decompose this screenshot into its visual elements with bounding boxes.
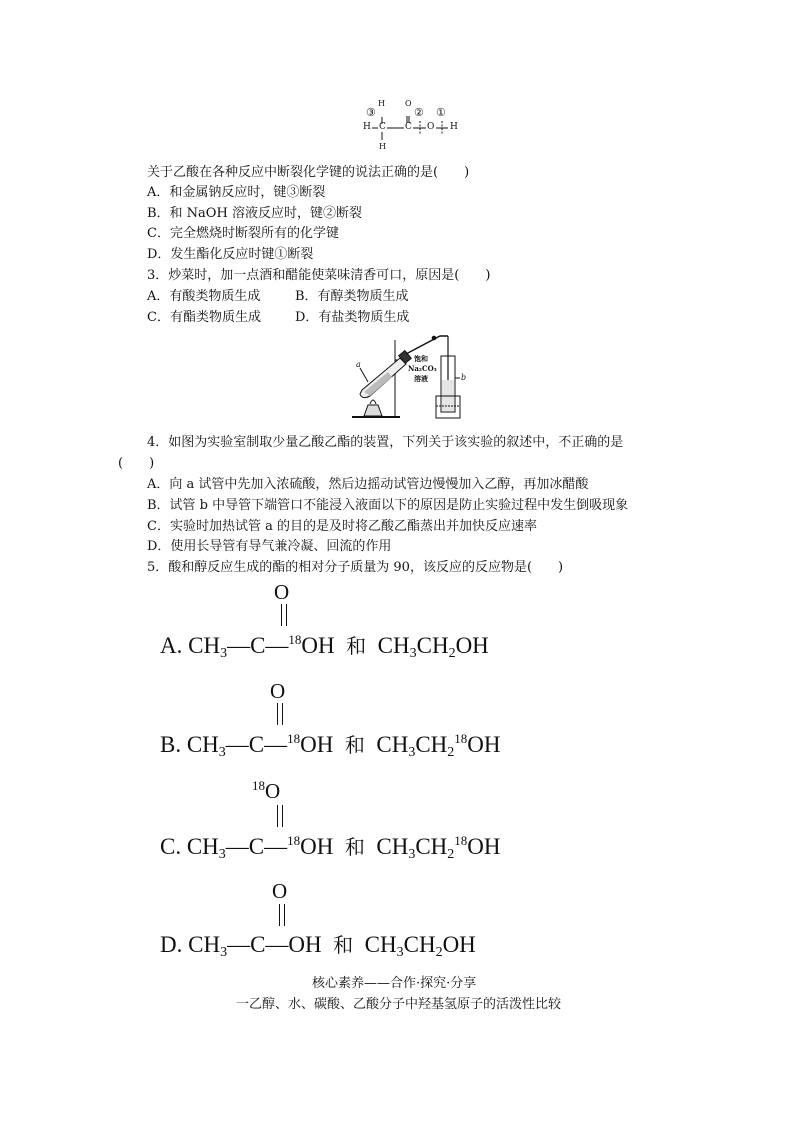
- question-2-option-b: B．和 NaOH 溶液反应时，键②断裂: [147, 206, 362, 221]
- atom-h-hydroxyl: H: [450, 122, 458, 132]
- question-3-option-c: C．有酯类物质生成: [147, 310, 261, 325]
- section-title: 核心素养——合作·探究·分享: [312, 976, 477, 991]
- atom-h-left: H: [363, 122, 371, 132]
- question-3-option-b: B．有醇类物质生成: [295, 289, 409, 304]
- question-4-stem-line1: 4．如图为实验室制取少量乙酸乙酯的装置，下列关于该实验的叙述中，不正确的是: [147, 435, 624, 450]
- question-3-option-a: A．有酸类物质生成: [147, 289, 261, 304]
- question-3-stem: 3．炒菜时，加一点酒和醋能使菜味清香可口，原因是( ): [147, 268, 491, 283]
- label-tube-a: a: [356, 360, 361, 369]
- section-subtitle: 一乙醇、水、碳酸、乙酸分子中羟基氢原子的活泼性比较: [236, 997, 562, 1012]
- carbonyl-oxygen: O: [274, 580, 290, 604]
- question-2-stem: 关于乙酸在各种反应中断裂化学键的说法正确的是( ): [147, 165, 470, 180]
- question-3-option-d: D．有盐类物质生成: [295, 310, 410, 325]
- question-4-option-a: A．向 a 试管中先加入浓硫酸，然后边摇动试管边慢慢加入乙醇，再加冰醋酸: [147, 477, 589, 492]
- double-bond: [281, 604, 287, 626]
- carbonyl-oxygen: O: [270, 679, 286, 703]
- bond-3-marker: ③: [366, 106, 376, 119]
- question-2-option-d: D．发生酯化反应时键①断裂: [147, 247, 314, 262]
- question-4-option-c: C．实验时加热试管 a 的目的是及时将乙酸乙酯蒸出并加快反应速率: [147, 519, 537, 534]
- question-4-option-d: D．使用长导管有导气兼冷凝、回流的作用: [147, 539, 392, 554]
- formula-line: B. $CH_3—C—^{18}OH$ 和 $CH_3CH_2^{18}OH$: [160, 731, 501, 760]
- question-2-option-a: A．和金属钠反应时，键③断裂: [147, 185, 326, 200]
- apparatus-drawing: [348, 330, 468, 424]
- label-solution: 溶液: [414, 374, 428, 383]
- formula-line: A. $CH_3—C—^{18}OH$ 和 $CH_3CH_2OH$: [160, 632, 489, 661]
- atom-c-methyl: C: [379, 122, 386, 132]
- question-2-option-c: C．完全燃烧时断裂所有的化学键: [147, 226, 339, 241]
- bond-2-marker: ②: [414, 106, 424, 119]
- atom-c-carboxyl: C: [405, 122, 412, 132]
- question-4-option-b: B．试管 b 中导管下端管口不能浸入液面以下的原因是防止实验过程中发生倒吸现象: [147, 498, 629, 513]
- question-4-stem-line2: ( ): [118, 456, 155, 471]
- bond-1-marker: ①: [436, 106, 446, 119]
- atom-h-top: H: [378, 99, 385, 108]
- double-bond: [277, 805, 283, 827]
- double-bond: [279, 904, 285, 926]
- carbonyl-oxygen: $^{18}$O: [252, 778, 281, 803]
- atom-o-carbonyl: O: [405, 99, 412, 108]
- formula-line: D. $CH_3—C—OH$ 和 $CH_3CH_2OH$: [160, 932, 476, 960]
- label-saturated: 饱和: [414, 354, 428, 363]
- label-na2co3: Na₂CO₃: [408, 364, 437, 373]
- carbonyl-oxygen: O: [272, 879, 288, 903]
- atom-o-hydroxyl: O: [427, 122, 435, 132]
- atom-h-bottom: H: [379, 142, 386, 151]
- question-5-stem: 5．酸和醇反应生成的酯的相对分子质量为 90，该反应的反应物是( ): [147, 560, 564, 575]
- formula-line: C. $CH_3—C—^{18}OH$ 和 $CH_3CH_2^{18}OH$: [160, 833, 501, 862]
- label-tube-b: b: [461, 373, 467, 382]
- double-bond: [277, 703, 283, 725]
